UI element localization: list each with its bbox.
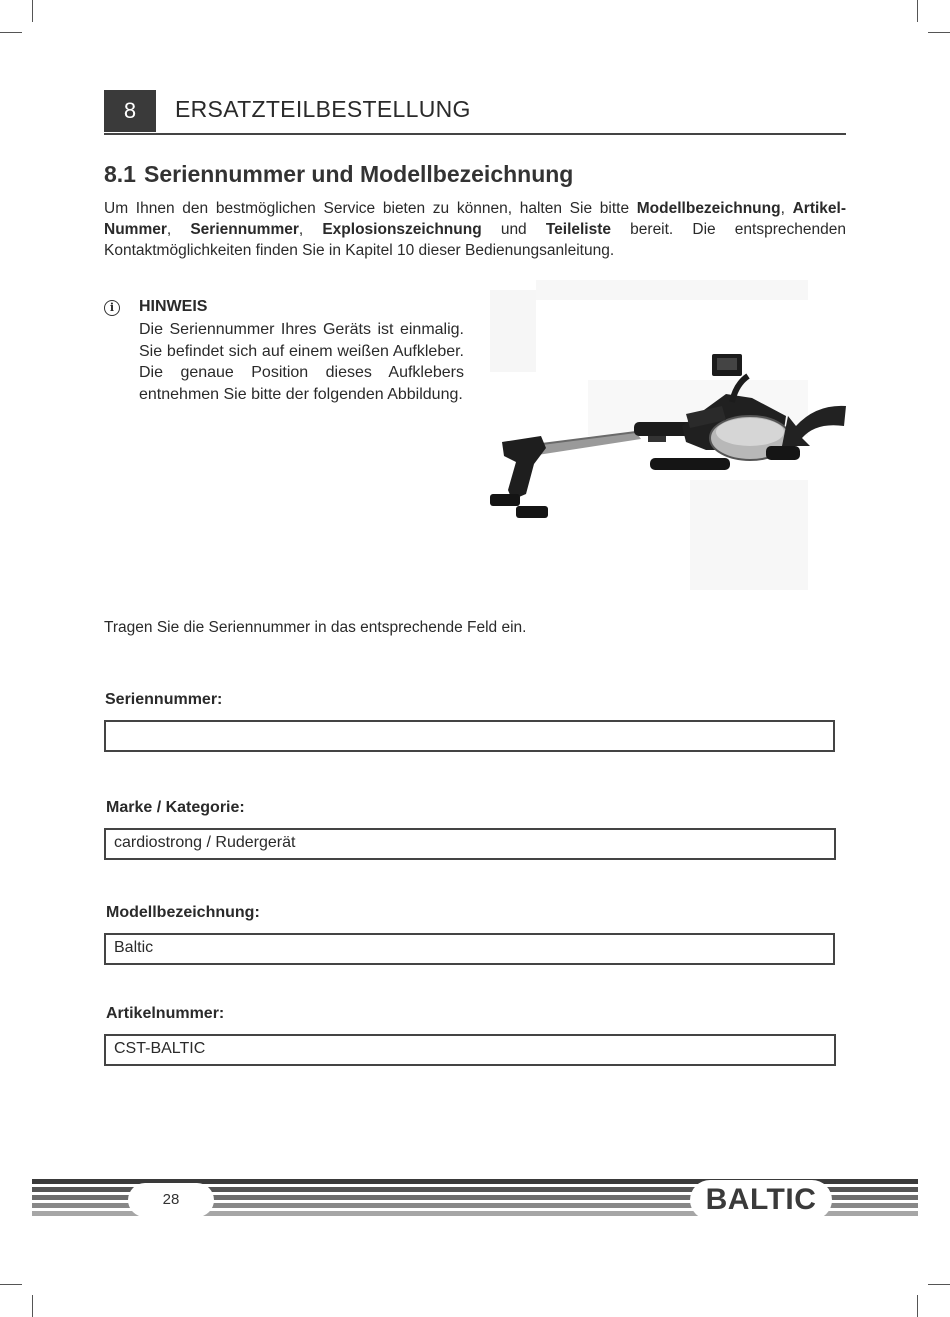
page-number: 28 xyxy=(128,1183,214,1217)
intro-text: Um Ihnen den bestmöglichen Service bieten zu können, halten Sie bitte xyxy=(104,200,637,217)
intro-bold-model: Modellbezeichnung xyxy=(636,200,781,217)
intro-text: , xyxy=(166,221,191,238)
intro-bold-serial: Seriennummer xyxy=(190,221,299,238)
crop-mark xyxy=(32,0,33,22)
intro-bold-explosion: Explosionszeichnung xyxy=(322,221,482,238)
section-number: 8.1 xyxy=(104,161,136,187)
crop-mark xyxy=(32,1295,33,1317)
intro-text: , xyxy=(298,221,323,238)
serial-number-label: Seriennummer: xyxy=(105,691,223,708)
crop-mark xyxy=(0,1284,22,1285)
intro-text: bereit. Die entsprechenden Kontaktmöglichkeiten finden Sie in Kapitel 10 dieser Bedienungsanleitung. xyxy=(104,221,846,259)
brand-category-label: Marke / Kategorie: xyxy=(106,799,245,816)
crop-mark xyxy=(928,1284,950,1285)
crop-mark xyxy=(0,32,22,33)
article-number-field[interactable]: CST-BALTIC xyxy=(104,1034,836,1066)
hint-text: Die Seriennummer Ihres Geräts ist einmalig. Sie befindet sich auf einem weißen Aufkleber. Die genaue Position dieses Aufklebers entnehmen Sie bitte der folgenden Abbildung. xyxy=(139,321,464,403)
intro-text: und xyxy=(481,221,546,238)
chapter-number: 8 xyxy=(104,90,156,132)
brand-logo: BALTIC xyxy=(690,1180,832,1220)
model-name-field[interactable]: Baltic xyxy=(104,933,835,965)
intro-paragraph xyxy=(104,198,846,261)
section-heading xyxy=(104,161,573,188)
rowing-machine-image xyxy=(486,276,850,594)
article-number-label: Artikelnummer: xyxy=(106,1005,225,1022)
serial-number-field[interactable] xyxy=(104,720,835,752)
intro-bold-article: Artikel-Nummer xyxy=(104,200,846,238)
instruction-text: Tragen Sie die Seriennummer in das entsprechende Feld ein. xyxy=(104,619,527,636)
intro-bold-partslist: Teileliste xyxy=(545,221,612,238)
intro-text: , xyxy=(780,200,793,217)
crop-mark xyxy=(917,1295,918,1317)
model-name-label: Modellbezeichnung: xyxy=(106,904,260,921)
info-icon: i xyxy=(104,300,120,316)
hint-title: HINWEIS xyxy=(139,298,208,315)
crop-mark xyxy=(928,32,950,33)
crop-mark xyxy=(917,0,918,22)
section-title: Seriennummer und Modellbezeichnung xyxy=(143,161,574,187)
chapter-title: ERSATZTEILBESTELLUNG xyxy=(175,96,471,122)
chapter-header xyxy=(104,90,846,135)
brand-category-field[interactable]: cardiostrong / Rudergerät xyxy=(104,828,836,860)
